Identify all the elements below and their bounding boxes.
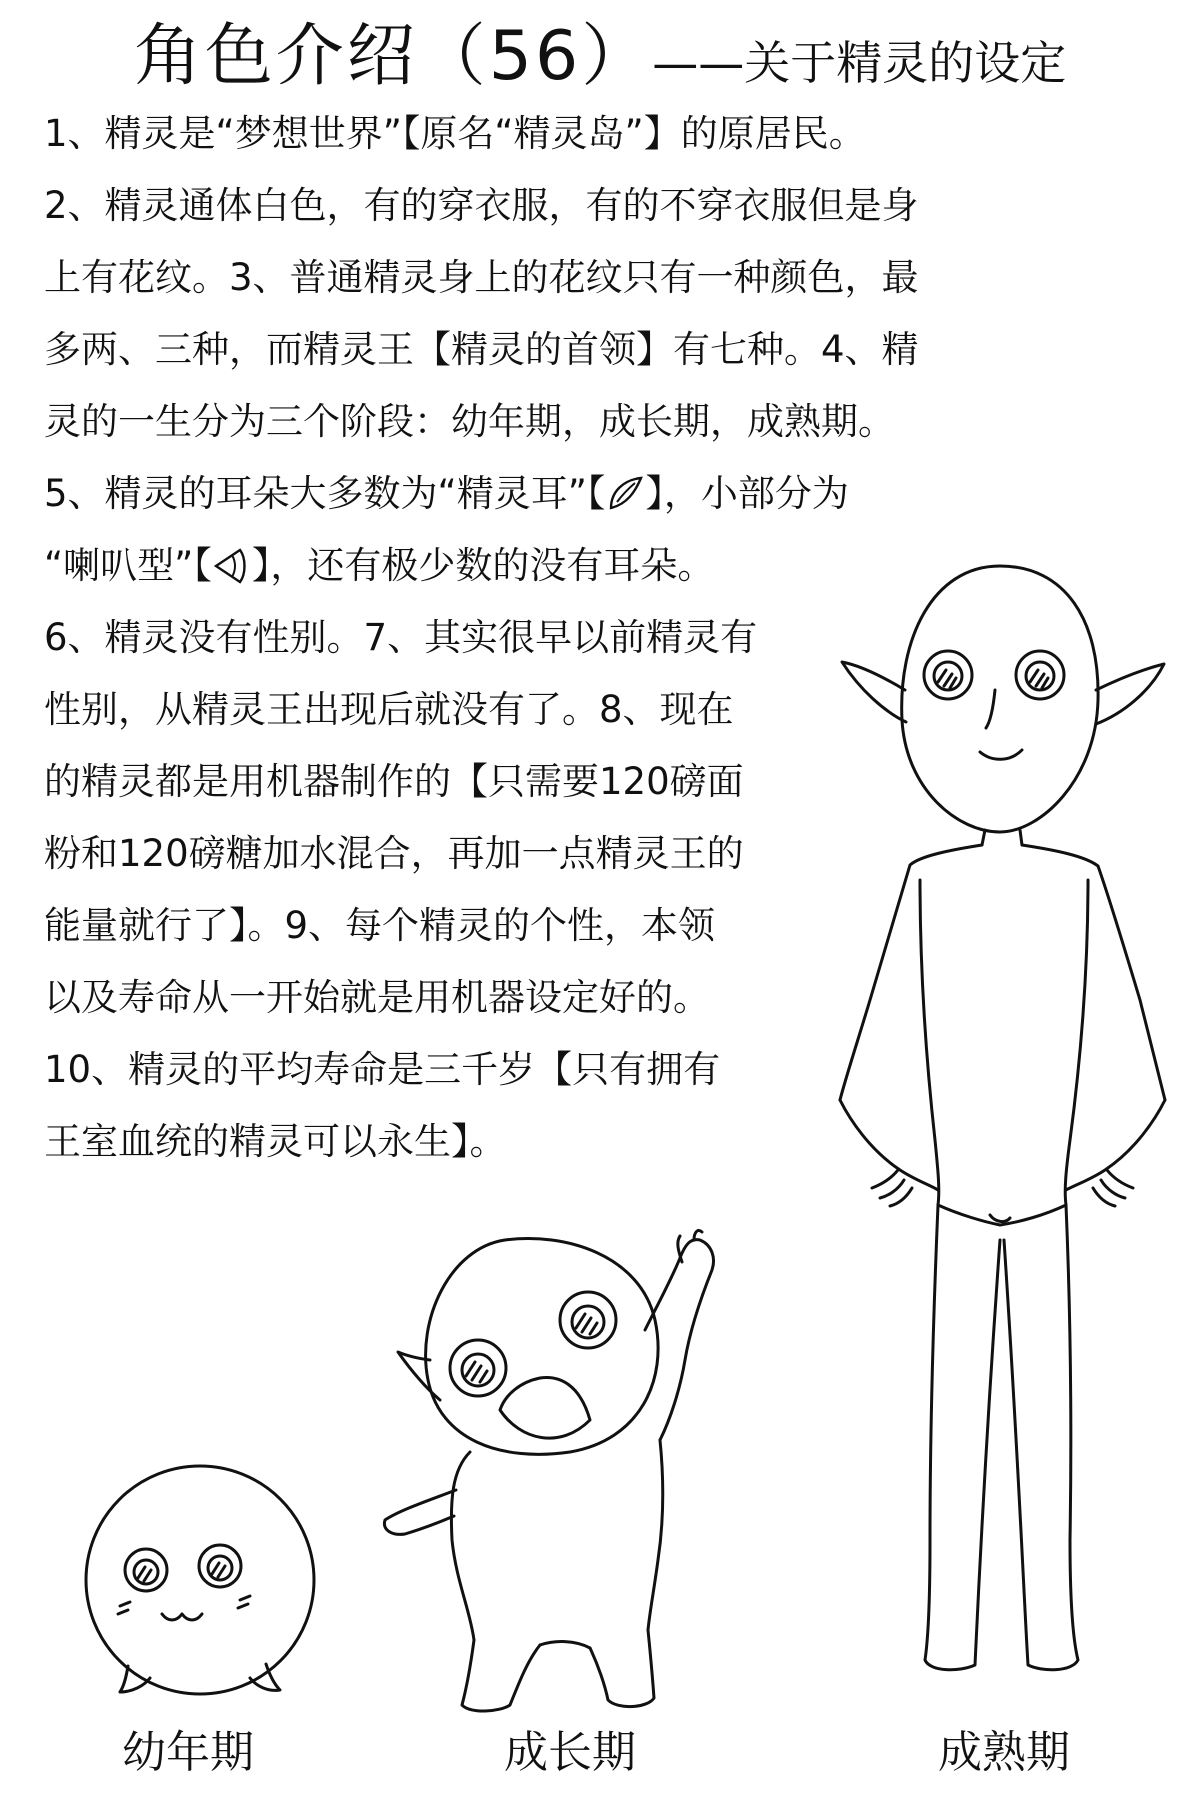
- text-line: 以及寿命从一开始就是用机器设定好的。: [44, 976, 710, 1019]
- text-fragment: 】，小部分为: [645, 472, 849, 515]
- text-fragment: “喇叭型”【: [44, 544, 212, 587]
- infant-elf-illustration: [86, 1466, 314, 1694]
- text-line: 10、精灵的平均寿命是三千岁【只有拥有: [44, 1048, 721, 1091]
- title-sub: ——关于精灵的设定: [652, 36, 1067, 90]
- growing-elf-illustration: [384, 1230, 713, 1711]
- text-line: 性别，从精灵王出现后就没有了。8、现在: [44, 688, 734, 731]
- text-line: 王室血统的精灵可以永生】。: [44, 1120, 507, 1163]
- stage-label-infant: 幼年期: [122, 1727, 254, 1778]
- text-line: 1、精灵是“梦想世界”【原名“精灵岛”】的原居民。: [44, 112, 866, 155]
- text-line: 6、精灵没有性别。7、其实很早以前精灵有: [44, 616, 758, 659]
- mature-elf-illustration: [840, 566, 1165, 1670]
- text-fragment: 5、精灵的耳朵大多数为“精灵耳”【: [44, 472, 606, 515]
- text-fragment: 】，还有极少数的没有耳朵。: [251, 544, 715, 587]
- text-line: 粉和120磅糖加水混合，再加一点精灵王的: [44, 832, 744, 875]
- stage-label-mature: 成熟期: [938, 1727, 1070, 1778]
- text-line: 能量就行了】。9、每个精灵的个性，本领: [44, 904, 716, 947]
- text-line: 多两、三种，而精灵王【精灵的首领】有七种。4、精: [44, 328, 919, 371]
- text-line: 上有花纹。3、普通精灵身上的花纹只有一种颜色，最: [44, 256, 919, 299]
- title-main: 角色介绍（56）: [133, 17, 653, 96]
- stage-label-growing: 成长期: [504, 1727, 636, 1778]
- text-line: 灵的一生分为三个阶段：幼年期，成长期，成熟期。: [44, 400, 895, 443]
- text-line: 的精灵都是用机器制作的【只需要120磅面: [44, 760, 744, 803]
- text-line: 2、精灵通体白色，有的穿衣服，有的不穿衣服但是身: [44, 184, 919, 227]
